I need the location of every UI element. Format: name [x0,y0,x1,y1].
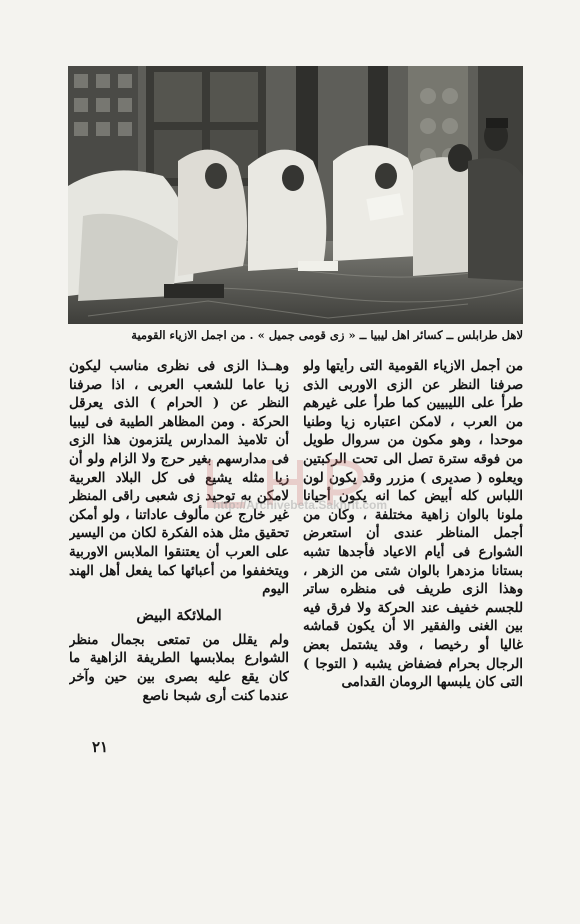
photograph [68,66,523,324]
paragraph: ولم يقلل من تمتعى بجمال منظر الشوارع بملابسها الطريفة الزاهية ما كان يقع عليه بصرى بين حين وآخر عندما كنت أرى شبحا ناصع [69,632,289,704]
paragraph: وهــذا الزى فى نظرى مناسب ليكون زيا عاما للشعب العربى ، اذا صرفنا النظر عن ( الحرام ) الذى يعرقل الحركة . ومن المظاهر الطيبة فى ليبيا أن تلاميذ المدارس يلتزمون هذا الزى فى مدارسهم بغير حرج ولا الزام ولو أن زيا مثله يشيع فى كل البلاد العربية لامكن به توحيد زى شعبى راقى المنظر غير خارج عن مألوف عاداتنا ، ولو أمكن تحقيق مثل هذه الفكرة لكان من اليسير على العرب أن يعتنقوا الملابس الاوربية ويتخففوا من أعبائها كما يفعل أهل الهند اليوم [69,359,289,598]
section-heading: الملائكة البيض [136,606,222,624]
watermark-url: http://Archivebeta.Sakhrit.com [212,498,388,512]
photo-illustration [68,66,523,324]
text-column-left [69,358,289,730]
page-number: ٢١ [92,738,109,756]
paragraph: من أجمل الازياء القومية التى رأيتها ولو صرفنا النظر عن الزى الاوربى الذى طرأ على الليبيين كما طرأ على غيرهم من العرب ، لامكن اعتباره زيا وطنيا موحدا ، وهو مكون من سروال طويل من فوقه سترة تصل الى تحت الركبتين ويعلوه ( صديرى ) مزرر وقد يكون لون اللباس كله أبيض كما انه يكون أحيانا ملونا بالوان زاهية مختلفة ، وكان من أجمل المناظر عندى أن استعرض الشوارع فى أيام الاعياد فأجدها تشبه بستانا مزدهرا بالوان شتى من الزهر ، وهذا الزى طريف فى منظره ساتر للجسم خفيف عند الحركة ولا فرق فيه بين الغنى والفقير الا أن يكون قماشه غاليا أو رخيصا ، وقد يشتمل بعض الرجال بحرام فضفاض يشبه ( التوجا ) التى كان يلبسها الرومان القدامى [303,359,523,691]
photo-caption: لاهل طرابلس ــ كسائر اهل ليبيا ــ « زى قومى جميل » . من اجمل الازياء القومية [131,328,523,342]
text-column-right [303,358,523,730]
